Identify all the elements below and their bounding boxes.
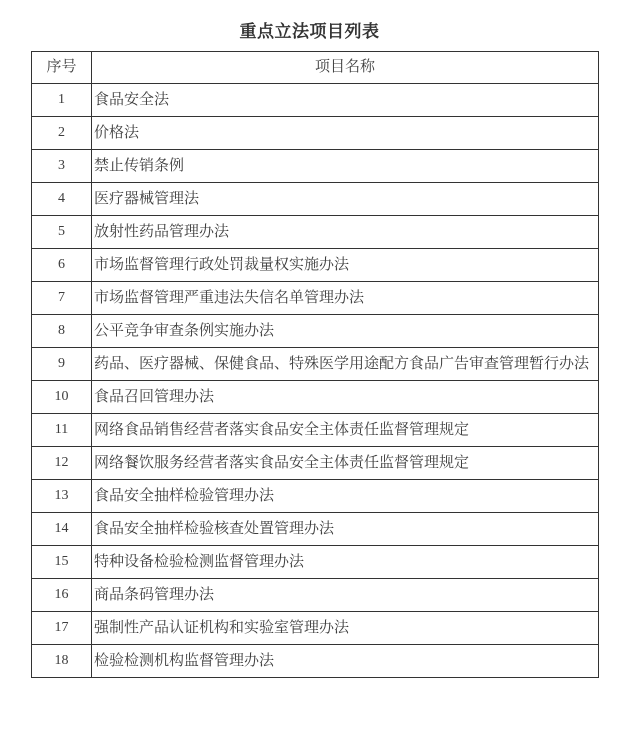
row-number-cell: 11 xyxy=(32,414,92,447)
table-row xyxy=(32,447,599,480)
row-number-cell: 8 xyxy=(32,315,92,348)
project-name-cell: 价格法 xyxy=(92,117,599,150)
project-name-cell: 食品安全抽样检验核查处置管理办法 xyxy=(92,513,599,546)
table-row xyxy=(32,645,599,678)
table-row xyxy=(32,612,599,645)
row-number-cell: 18 xyxy=(32,645,92,678)
row-number-cell: 6 xyxy=(32,249,92,282)
project-name-cell: 食品召回管理办法 xyxy=(92,381,599,414)
project-name-cell: 禁止传销条例 xyxy=(92,150,599,183)
project-name-cell: 医疗器械管理法 xyxy=(92,183,599,216)
project-name-cell: 检验检测机构监督管理办法 xyxy=(92,645,599,678)
table-row xyxy=(32,249,599,282)
row-number-cell: 14 xyxy=(32,513,92,546)
row-number-cell: 16 xyxy=(32,579,92,612)
table-row xyxy=(32,84,599,117)
table-row xyxy=(32,282,599,315)
row-number-cell: 2 xyxy=(32,117,92,150)
row-number-cell: 9 xyxy=(32,348,92,381)
project-name-cell: 市场监督管理严重违法失信名单管理办法 xyxy=(92,282,599,315)
project-name-cell: 商品条码管理办法 xyxy=(92,579,599,612)
project-name-cell: 食品安全抽样检验管理办法 xyxy=(92,480,599,513)
project-name-cell: 强制性产品认证机构和实验室管理办法 xyxy=(92,612,599,645)
table-row xyxy=(32,183,599,216)
row-number-cell: 15 xyxy=(32,546,92,579)
row-number-cell: 17 xyxy=(32,612,92,645)
row-number-cell: 13 xyxy=(32,480,92,513)
table-row xyxy=(32,315,599,348)
legislation-table xyxy=(31,51,599,678)
project-name-cell: 特种设备检验检测监督管理办法 xyxy=(92,546,599,579)
table-row xyxy=(32,381,599,414)
project-name-cell: 网络食品销售经营者落实食品安全主体责任监督管理规定 xyxy=(92,414,599,447)
row-number-cell: 1 xyxy=(32,84,92,117)
row-number-cell: 3 xyxy=(32,150,92,183)
row-number-cell: 12 xyxy=(32,447,92,480)
table-row xyxy=(32,579,599,612)
project-name-cell: 网络餐饮服务经营者落实食品安全主体责任监督管理规定 xyxy=(92,447,599,480)
row-number-cell: 7 xyxy=(32,282,92,315)
table-header-row xyxy=(32,52,599,84)
project-name-cell: 食品安全法 xyxy=(92,84,599,117)
table-row xyxy=(32,414,599,447)
column-header-serial-number: 序号 xyxy=(32,52,92,84)
project-name-cell: 市场监督管理行政处罚裁量权实施办法 xyxy=(92,249,599,282)
table-row xyxy=(32,348,599,381)
project-name-cell: 药品、医疗器械、保健食品、特殊医学用途配方食品广告审查管理暂行办法 xyxy=(92,348,599,381)
table-row xyxy=(32,117,599,150)
row-number-cell: 10 xyxy=(32,381,92,414)
table-row xyxy=(32,546,599,579)
table-body xyxy=(32,84,599,678)
table-row xyxy=(32,216,599,249)
project-name-cell: 公平竞争审查条例实施办法 xyxy=(92,315,599,348)
row-number-cell: 4 xyxy=(32,183,92,216)
table-row xyxy=(32,480,599,513)
table-row xyxy=(32,150,599,183)
column-header-project-name: 项目名称 xyxy=(92,52,599,84)
row-number-cell: 5 xyxy=(32,216,92,249)
page-title: 重点立法项目列表 xyxy=(239,22,380,41)
table-row xyxy=(32,513,599,546)
project-name-cell: 放射性药品管理办法 xyxy=(92,216,599,249)
